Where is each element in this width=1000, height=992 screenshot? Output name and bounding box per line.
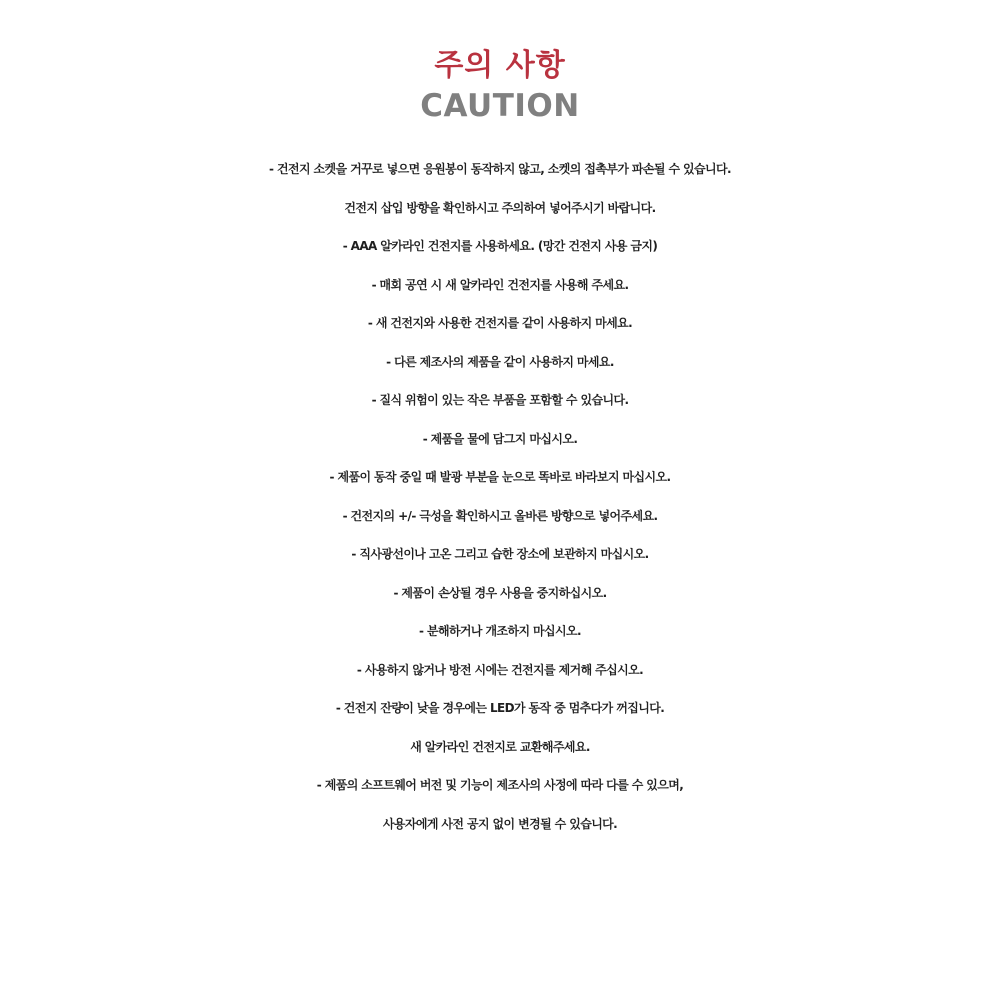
caution-note: - 제품의 소프트웨어 버전 및 기능이 제조사의 사정에 따라 다를 수 있으며, bbox=[316, 778, 684, 792]
page-title-korean: 주의 사항 bbox=[434, 48, 566, 83]
caution-note: 건전지 삽입 방향을 확인하시고 주의하여 넣어주시기 바랍니다. bbox=[344, 200, 656, 215]
caution-note: - 직사광선이나 고온 그리고 습한 장소에 보관하지 마십시오. bbox=[351, 547, 649, 561]
caution-note: - 매회 공연 시 새 알카라인 건전지를 사용해 주세요. bbox=[371, 277, 629, 292]
caution-note: - 건전지 잔량이 낮을 경우에는 LED가 동작 중 멈추다가 꺼집니다. bbox=[335, 701, 665, 715]
caution-note: 사용자에게 사전 공지 없이 변경될 수 있습니다. bbox=[382, 816, 618, 831]
caution-note: - 제품이 손상될 경우 사용을 중지하십시오. bbox=[393, 585, 607, 600]
caution-note: - 새 건전지와 사용한 건전지를 같이 사용하지 마세요. bbox=[367, 316, 633, 330]
caution-note: - 건전지의 +/- 극성을 확인하시고 올바른 방향으로 넣어주세요. bbox=[342, 508, 658, 523]
caution-note: - 사용하지 않거나 방전 시에는 건전지를 제거해 주십시오. bbox=[356, 662, 644, 677]
caution-notes-list bbox=[0, 150, 1000, 843]
caution-note: - 분해하거나 개조하지 마십시오. bbox=[419, 624, 581, 638]
caution-note: - 질식 위험이 있는 작은 부품을 포함할 수 있습니다. bbox=[371, 393, 629, 407]
caution-note: - 건전지 소켓을 거꾸로 넣으면 응원봉이 동작하지 않고, 소켓의 접촉부가 파손될 수 있습니다. bbox=[269, 162, 731, 176]
caution-note: - AAA 알카라인 건전지를 사용하세요. (망간 건전지 사용 금지) bbox=[342, 239, 658, 253]
caution-note: - 다른 제조사의 제품을 같이 사용하지 마세요. bbox=[386, 354, 614, 369]
page-title-english: CAUTION bbox=[420, 88, 580, 124]
caution-note: - 제품을 물에 담그지 마십시오. bbox=[422, 431, 578, 446]
caution-note: - 제품이 동작 중일 때 발광 부분을 눈으로 똑바로 바라보지 마십시오. bbox=[329, 470, 671, 484]
caution-note: 새 알카라인 건전지로 교환해주세요. bbox=[410, 739, 590, 754]
